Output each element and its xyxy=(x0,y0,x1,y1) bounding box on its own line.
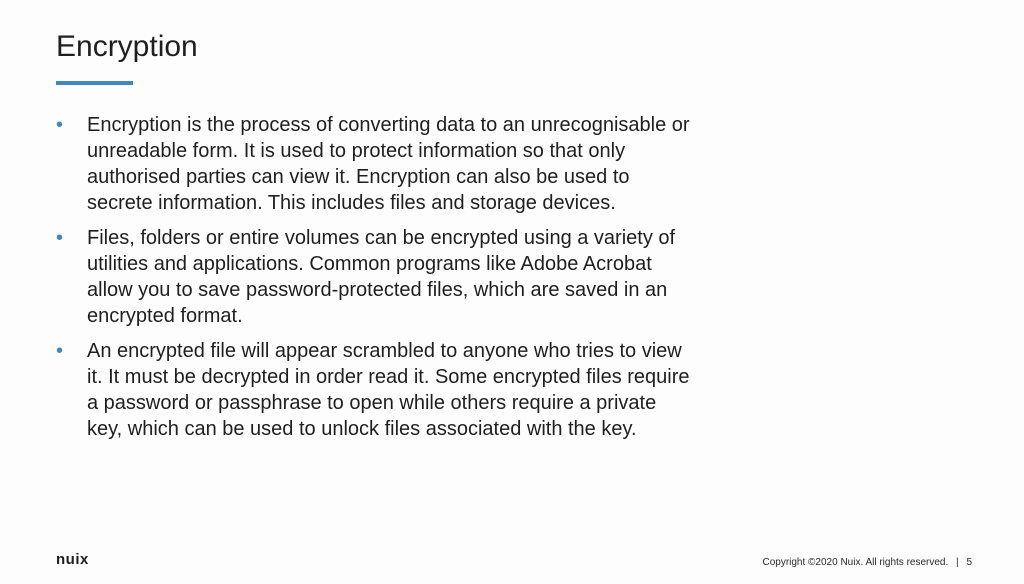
footer-separator: | xyxy=(956,557,959,568)
bullet-dot-icon: • xyxy=(56,340,64,362)
bullet-list xyxy=(56,112,696,451)
bullet-dot-icon: • xyxy=(56,227,64,249)
nuix-logo: nuix xyxy=(56,551,89,568)
page-number: 5 xyxy=(966,557,972,568)
title-accent-rule xyxy=(56,81,133,85)
footer-copyright xyxy=(762,556,972,570)
bullet-item xyxy=(56,225,696,329)
bullet-text: Encryption is the process of converting data to an unrecognisable or unreadable form. It is used to protect information so that only authorised parties can view it. Encryption can also be used to secrete information. This includes files and storage devices. xyxy=(87,114,690,214)
bullet-item xyxy=(56,112,696,216)
bullet-text: An encrypted file will appear scrambled to anyone who tries to view it. It must be decrypted in order read it. Some encrypted files require a password or passphrase to open while others require a private key, which can be used to unlock files associated with the key. xyxy=(87,340,690,440)
bullet-text: Files, folders or entire volumes can be encrypted using a variety of utilities and applications. Common programs like Adobe Acrobat allow you to save password-protected files, which are saved in an encrypted format. xyxy=(87,227,676,327)
copyright-text: Copyright ©2020 Nuix. All rights reserved. xyxy=(762,557,949,568)
bullet-dot-icon: • xyxy=(56,114,64,136)
bullet-item xyxy=(56,338,696,442)
slide-title: Encryption xyxy=(56,30,198,63)
